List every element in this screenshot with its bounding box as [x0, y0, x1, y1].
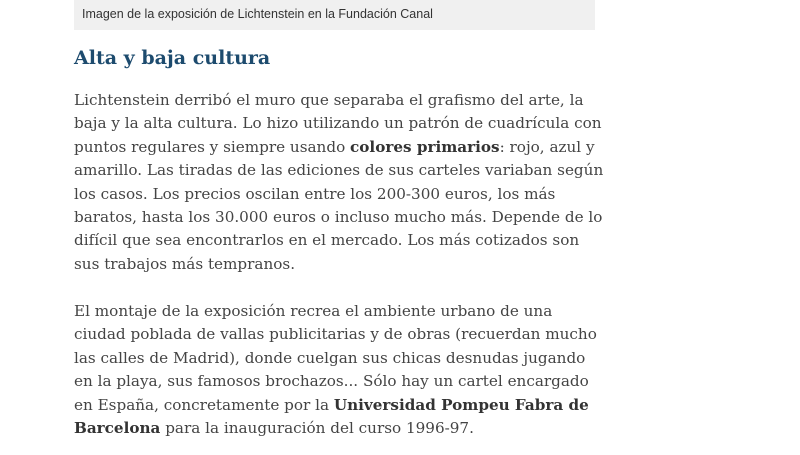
- bold-text: Universidad Pompeu Fabra de Barcelona: [74, 395, 589, 438]
- paragraph-text: : rojo, azul y amarillo. Las tiradas de las ediciones de sus carteles variaban según los casos. Los precios oscilan entre los 200-300 euros, los más baratos, hasta los 30.000 euros o incluso mucho más. Depende de lo difícil que sea encontrarlos en el mercado. Los más cotizados son sus trabajos más tempranos.: [74, 137, 604, 273]
- article-paragraph: [74, 300, 604, 440]
- bold-text: colores primarios: [350, 137, 500, 156]
- paragraph-text: El montaje de la exposición recrea el ambiente urbano de una ciudad poblada de vallas publicitarias y de obras (recuerdan mucho las calles de Madrid), donde cuelgan sus chicas desnudas jugando en la playa, sus famosos brochazos... Sólo hay un cartel encargado en España, concretamente por la: [74, 302, 597, 414]
- section-heading: Alta y baja cultura: [74, 47, 271, 69]
- image-caption: Imagen de la exposición de Lichtenstein en la Fundación Canal: [74, 0, 595, 30]
- paragraph-text: para la inauguración del curso 1996-97.: [160, 419, 474, 438]
- paragraph-text: Lichtenstein derribó el muro que separaba el grafismo del arte, la baja y la alta cultura. Lo hizo utilizando un patrón de cuadrícula con puntos regulares y siempre usando: [74, 91, 602, 156]
- article-paragraph: [74, 89, 604, 276]
